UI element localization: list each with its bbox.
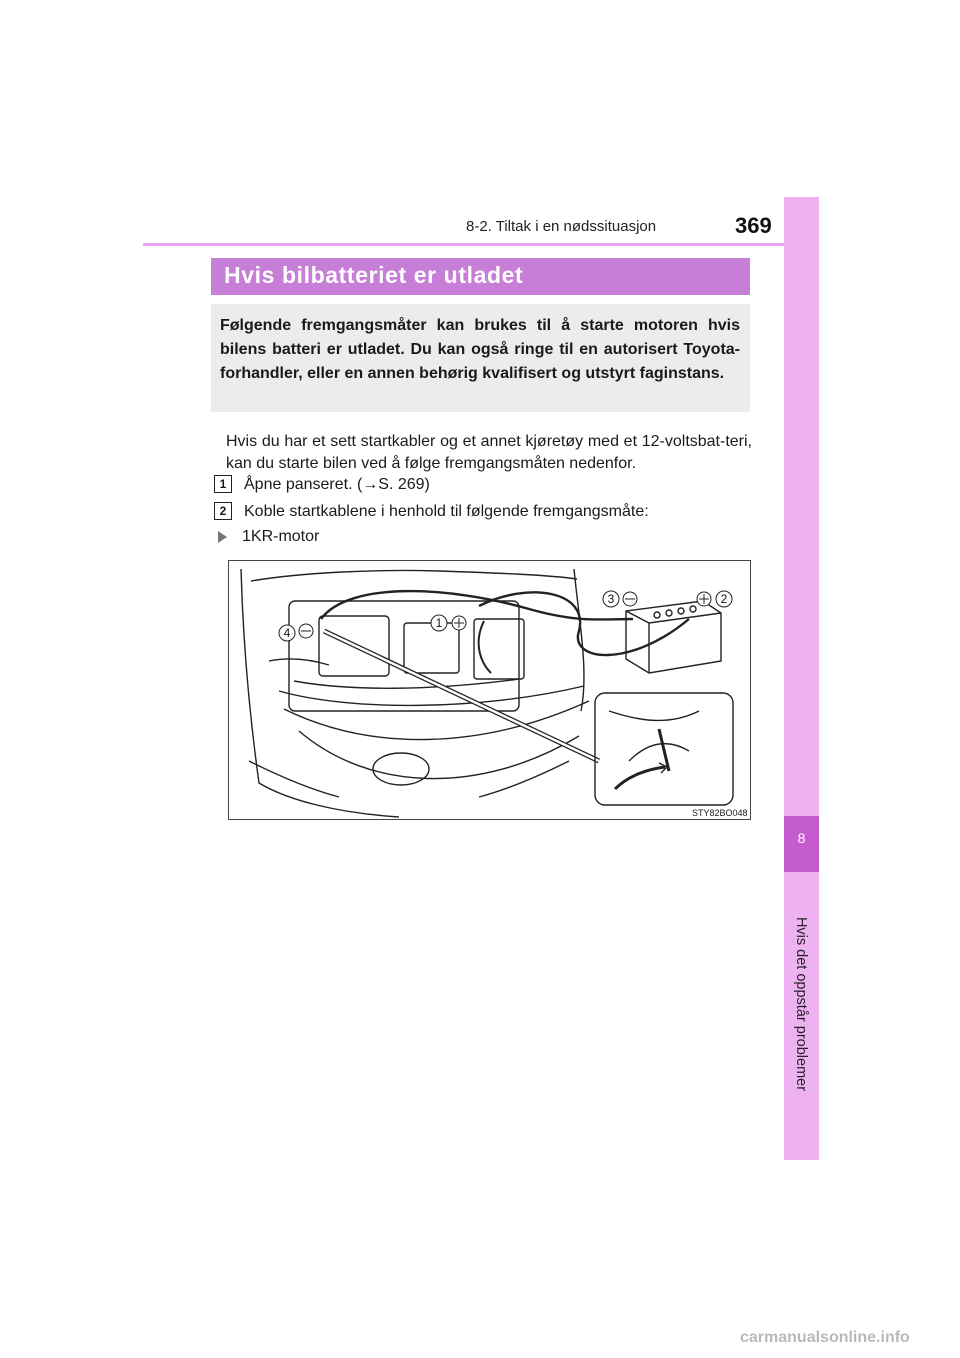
step-text-1: Åpne panseret. (→S. 269) <box>244 476 430 493</box>
section-label: 8-2. Tiltak i en nødssituasjon <box>466 218 657 235</box>
page-number: 369 <box>735 213 772 238</box>
intro-text: Følgende fremgangsmåter kan brukes til å starte motoren hvis bilens batteri er utladet. Du kan også ringe til en autorisert Toyota-forhandler, eller en annen behørig kvalifisert og utstyrt faginstans. <box>220 317 740 382</box>
step-number-1: 1 <box>214 475 232 493</box>
chapter-number: 8 <box>797 830 806 846</box>
callout-2: 2 <box>720 592 728 606</box>
diagram-code: STY82BO048 <box>692 808 748 818</box>
bullet-triangle-icon <box>218 531 227 543</box>
chapter-title: Hvis det oppstår problemer <box>793 916 809 1092</box>
step-number-2: 2 <box>214 502 232 520</box>
bullet-text: 1KR-motor <box>242 528 320 545</box>
body-paragraph: Hvis du har et sett startkabler og et annet kjøretøy med et 12-voltsbat-teri, kan du starte bilen ved å følge fremgangsmåten nedenfor. <box>226 433 752 472</box>
callout-3: 3 <box>607 592 615 606</box>
step-text-2: Koble startkablene i henhold til følgende fremgangsmåte: <box>244 503 649 520</box>
header-rule <box>143 243 819 246</box>
section-title: Hvis bilbatteriet er utladet <box>224 262 524 288</box>
callout-4: 4 <box>283 626 291 640</box>
jump-start-diagram <box>228 560 751 820</box>
callout-1: 1 <box>435 616 443 630</box>
watermark: carmanualsonline.info <box>740 1329 910 1346</box>
